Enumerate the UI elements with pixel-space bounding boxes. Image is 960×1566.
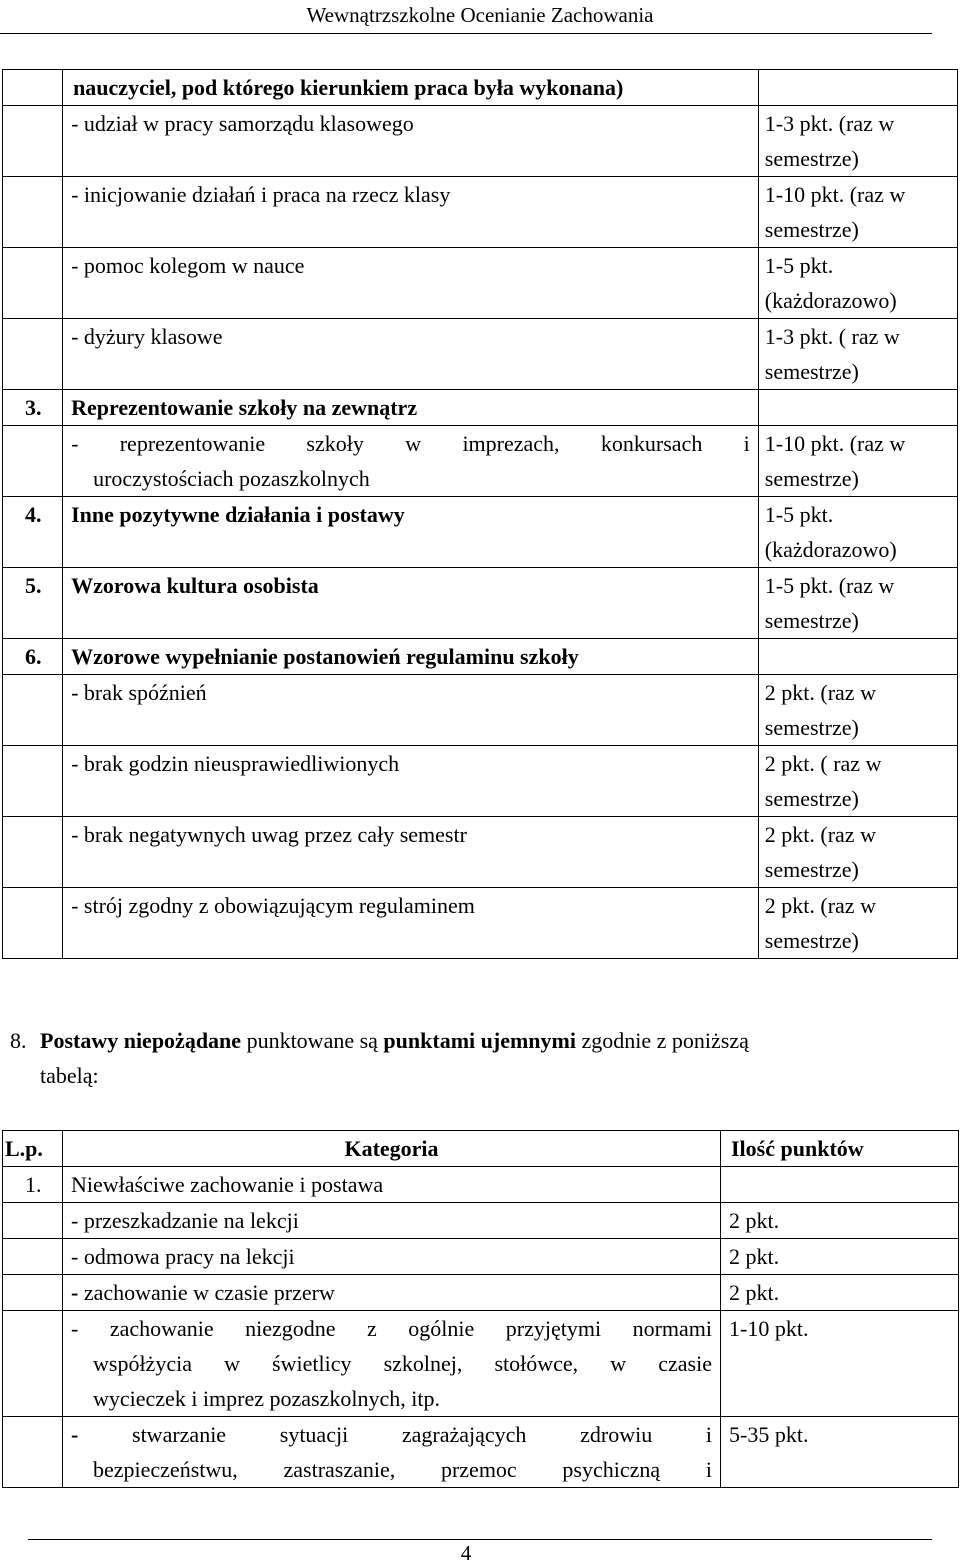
column-header-category: Kategoria [63,1131,721,1167]
table-row [3,106,958,177]
points-value: 1-10 pkt. [721,1311,959,1417]
list-item: - udział w pracy samorządu klasowego [63,106,759,177]
points-value: 2 pkt. (raz w semestrze) [758,888,957,959]
column-header-points: Ilość punktów [721,1131,959,1167]
section-number: 1. [3,1167,63,1203]
list-item: - brak negatywnych uwag przez cały semestr [63,817,759,888]
table-row [3,888,958,959]
running-header: Wewnątrzszkolne Ocenianie Zachowania [306,3,654,27]
paragraph-8 [10,1023,932,1093]
table-row [3,177,958,248]
section-number: 6. [3,639,63,675]
points-value: 2 pkt. [721,1239,959,1275]
column-header-lp: L.p. [3,1131,63,1167]
points-value: 2 pkt. (raz w semestrze) [758,817,957,888]
section-number: 5. [3,568,63,639]
continuation-text: nauczyciel, pod którego kierunkiem praca była wykonana) [63,70,759,106]
page-number: 4 [460,1541,472,1565]
points-value: 2 pkt. ( raz w semestrze) [758,746,957,817]
section-title: Inne pozytywne działania i postawy [63,497,759,568]
item-line: współżycia w świetlicy szkolnej, stołówce, w czasie [93,1351,712,1376]
table-row [3,497,958,568]
table-row [3,746,958,817]
table-row [3,70,958,106]
table-row [3,817,958,888]
points-value: 1-5 pkt. (każdorazowo) [758,497,957,568]
table-row [3,639,958,675]
bold-dash: - [71,1422,79,1447]
list-item: - brak godzin nieusprawiedliwionych [63,746,759,817]
points-value: 1-3 pkt. ( raz w semestrze) [758,319,957,390]
table-row [3,1203,959,1239]
item-line [71,1417,712,1452]
list-item: - pomoc kolegom w nauce [63,248,759,319]
negative-points-table [2,1130,959,1488]
list-item: - brak spóźnień [63,675,759,746]
positive-points-table [2,69,958,959]
paragraph-number: 8. [10,1028,27,1053]
table-row [3,1167,959,1203]
table-row [3,248,958,319]
points-value: 1-5 pkt. (każdorazowo) [758,248,957,319]
points-value: 2 pkt. [721,1275,959,1311]
table-row [3,319,958,390]
item-text: zachowanie w czasie przerw [78,1280,335,1305]
bold-phrase: Postawy niepożądane [40,1028,242,1053]
list-item [63,1311,721,1417]
list-item [63,426,759,497]
points-value: 1-3 pkt. (raz w semestrze) [758,106,957,177]
list-item: - odmowa pracy na lekcji [63,1239,721,1275]
bold-dash: - [71,1280,79,1305]
header-rule [0,33,932,34]
item-line: - reprezentowanie szkoły w imprezach, konkursach i [71,431,750,456]
table-row [3,568,958,639]
points-value: 1-10 pkt. (raz w semestrze) [758,177,957,248]
table-row [3,390,958,426]
paragraph-text: zgodnie z poniższą [575,1028,749,1053]
points-value: 1-10 pkt. (raz w semestrze) [758,426,957,497]
list-item: - strój zgodny z obowiązującym regulaminem [63,888,759,959]
item-line: uroczystościach pozaszkolnych [93,466,370,491]
table-header-row [3,1131,959,1167]
points-value: 1-5 pkt. (raz w semestrze) [758,568,957,639]
list-item: - inicjowanie działań i praca na rzecz klasy [63,177,759,248]
list-item [63,1417,721,1488]
list-item: - dyżury klasowe [63,319,759,390]
section-title: Wzorowe wypełnianie postanowień regulaminu szkoły [63,639,759,675]
list-item [63,1275,721,1311]
points-value: 2 pkt. (raz w semestrze) [758,675,957,746]
section-title: Reprezentowanie szkoły na zewnątrz [63,390,759,426]
section-number: 3. [3,390,63,426]
table-row [3,675,958,746]
bold-phrase: punktami ujemnymi [383,1028,576,1053]
table-row [3,1311,959,1417]
paragraph-text: tabelą: [40,1063,99,1088]
section-number: 4. [3,497,63,568]
table-row [3,1275,959,1311]
table-row [3,1239,959,1275]
points-value: 2 pkt. [721,1203,959,1239]
item-line: bezpieczeństwu, zastraszanie, przemoc psychiczną i [93,1457,712,1482]
paragraph-text: punktowane są [241,1028,384,1053]
points-value: 5-35 pkt. [721,1417,959,1488]
section-title: Niewłaściwe zachowanie i postawa [63,1167,721,1203]
list-item: - przeszkadzanie na lekcji [63,1203,721,1239]
item-text: stwarzanie sytuacji zagrażających zdrowiu i [78,1422,712,1447]
table-row [3,426,958,497]
item-line: - zachowanie niezgodne z ogólnie przyjętymi normami [71,1316,712,1341]
section-title: Wzorowa kultura osobista [63,568,759,639]
item-line: wycieczek i imprez pozaszkolnych, itp. [93,1386,440,1411]
table-row [3,1417,959,1488]
